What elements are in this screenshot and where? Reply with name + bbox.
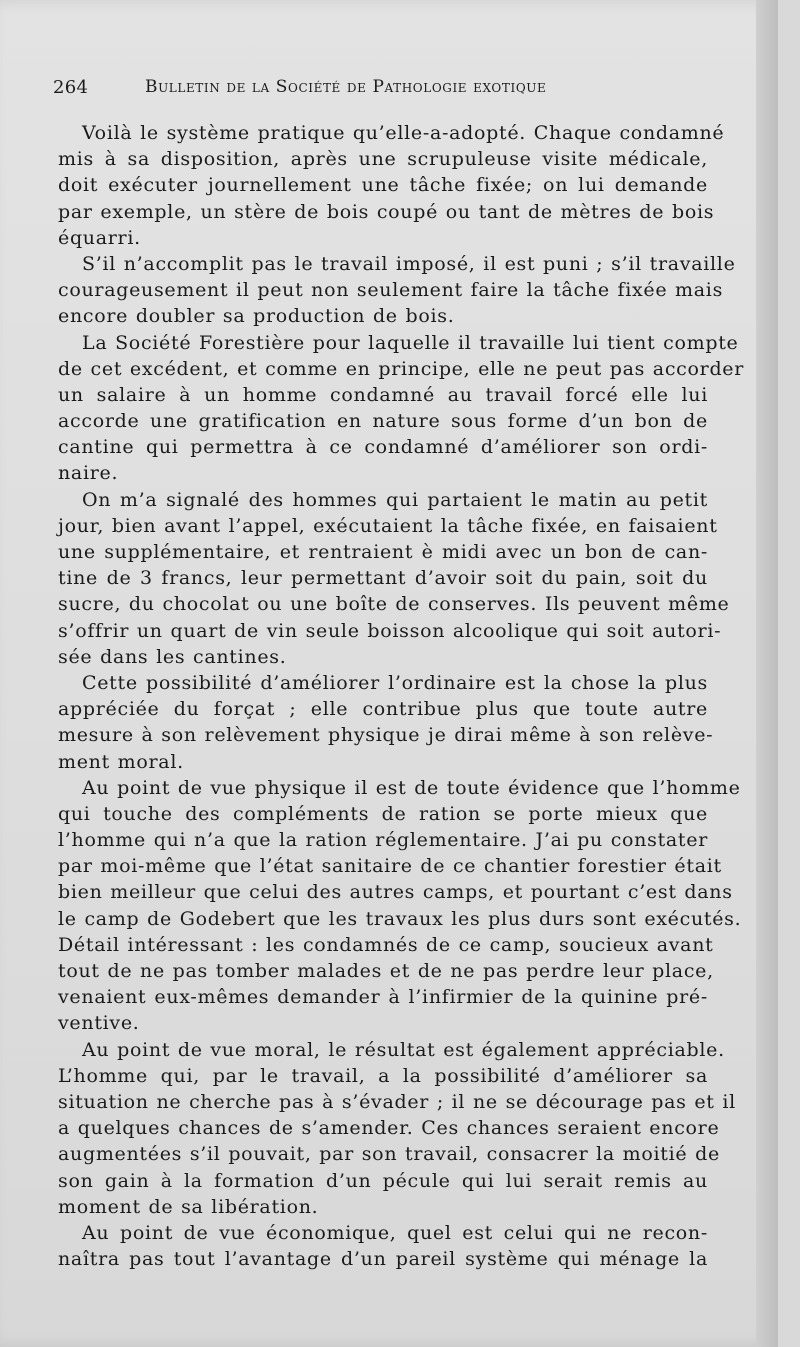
text-line: sucre, du chocolat ou une boîte de conserves. Ils peuvent même [58,593,730,616]
text-line: ventive. [58,1012,140,1035]
page-header [53,74,713,102]
text-line: qui touche des compléments de ration se porte mieux que [58,802,708,825]
body-text [58,120,745,1272]
text-line: L’homme qui, par le travail, a la possibilité d’améliorer sa [58,1064,708,1087]
running-title: Bulletin de la Société de Pathologie exotique [145,77,547,97]
text-line: On m’a signalé des hommes qui partaient le matin au petit [82,488,708,511]
text-line: augmentées s’il pouvait, par son travail, consacrer la moitié de [58,1143,720,1166]
text-line: Au point de vue moral, le résultat est également appréciable. [82,1038,725,1061]
text-line: jour, bien avant l’appel, exécutaient la tâche fixée, en faisaient [58,514,718,537]
text-line: par exemple, un stère de bois coupé ou tant de mètres de bois [58,200,715,223]
text-line: S’il n’accomplit pas le travail imposé, il est puni ; s’il travaille [82,252,736,275]
text-line: courageusement il peut non seulement faire la tâche fixée mais [58,279,724,302]
text-line: La Société Forestière pour laquelle il travaille lui tient compte [82,331,739,354]
text-line: Détail intéressant : les condamnés de ce camp, soucieux avant [58,933,714,956]
text-line: tine de 3 francs, leur permettant d’avoir soit du pain, soit du [58,567,708,590]
text-line: doit exécuter journellement une tâche fixée; on lui demande [58,174,708,197]
text-line: une supplémentaire, et rentraient è midi avec un bon de can- [58,541,708,563]
text-line: équarri. [58,226,141,249]
text-line: appréciée du forçat ; elle contribue plus que toute autre [58,698,708,721]
text-line: mesure à son relèvement physique je dirai même à son relève- [58,724,714,747]
text-line: naîtra pas tout l’avantage d’un pareil système qui ménage la [58,1248,708,1271]
page-number: 264 [53,77,89,98]
text-line: moment de sa libération. [58,1195,319,1218]
text-line: un salaire à un homme condamné au travail forcé elle lui [58,383,708,406]
text-line: l’homme qui n’a que la ration réglementaire. J’ai pu constater [58,829,708,852]
text-line: naire. [58,462,119,485]
text-line: le camp de Godebert que les travaux les plus durs sont exécutés. [58,907,742,930]
text-line: bien meilleur que celui des autres camps, et pourtant c’est dans [58,881,733,904]
text-line: Cette possibilité d’améliorer l’ordinaire est la chose la plus [82,671,708,694]
text-line: cantine qui permettra à ce condamné d’améliorer son ordi- [58,436,708,459]
text-line: s’offrir un quart de vin seule boisson alcoolique qui soit autori- [58,619,722,642]
text-line: ment moral. [58,750,184,773]
text-line: Voilà le système pratique qu’elle-a-adopté. Chaque condamné [82,122,725,144]
text-line: Au point de vue physique il est de toute évidence que l’homme [82,776,741,799]
text-line: Au point de vue économique, quel est celui qui ne recon- [82,1221,708,1244]
page-edge [756,0,778,1347]
text-line: de cet excédent, et comme en principe, elle ne peut pas accorder [58,357,745,380]
text-line: encore doubler sa production de bois. [58,305,455,328]
text-line: venaient eux-mêmes demander à l’infirmier de la quinine pré- [58,986,708,1009]
text-line: par moi-même que l’état sanitaire de ce chantier forestier était [58,855,722,878]
text-line: a quelques chances de s’amender. Ces chances seraient encore [58,1117,720,1140]
text-line: son gain à la formation d’un pécule qui lui serait remis au [58,1169,708,1192]
text-line: sée dans les cantines. [58,645,287,668]
text-line: mis à sa disposition, après une scrupuleuse visite médicale, [58,148,708,171]
text-line: accorde une gratification en nature sous forme d’un bon de [58,410,708,433]
text-line: situation ne cherche pas à s’évader ; il ne se décourage pas et il [58,1090,736,1113]
text-line: tout de ne pas tomber malades et de ne pas perdre leur place, [58,960,714,982]
